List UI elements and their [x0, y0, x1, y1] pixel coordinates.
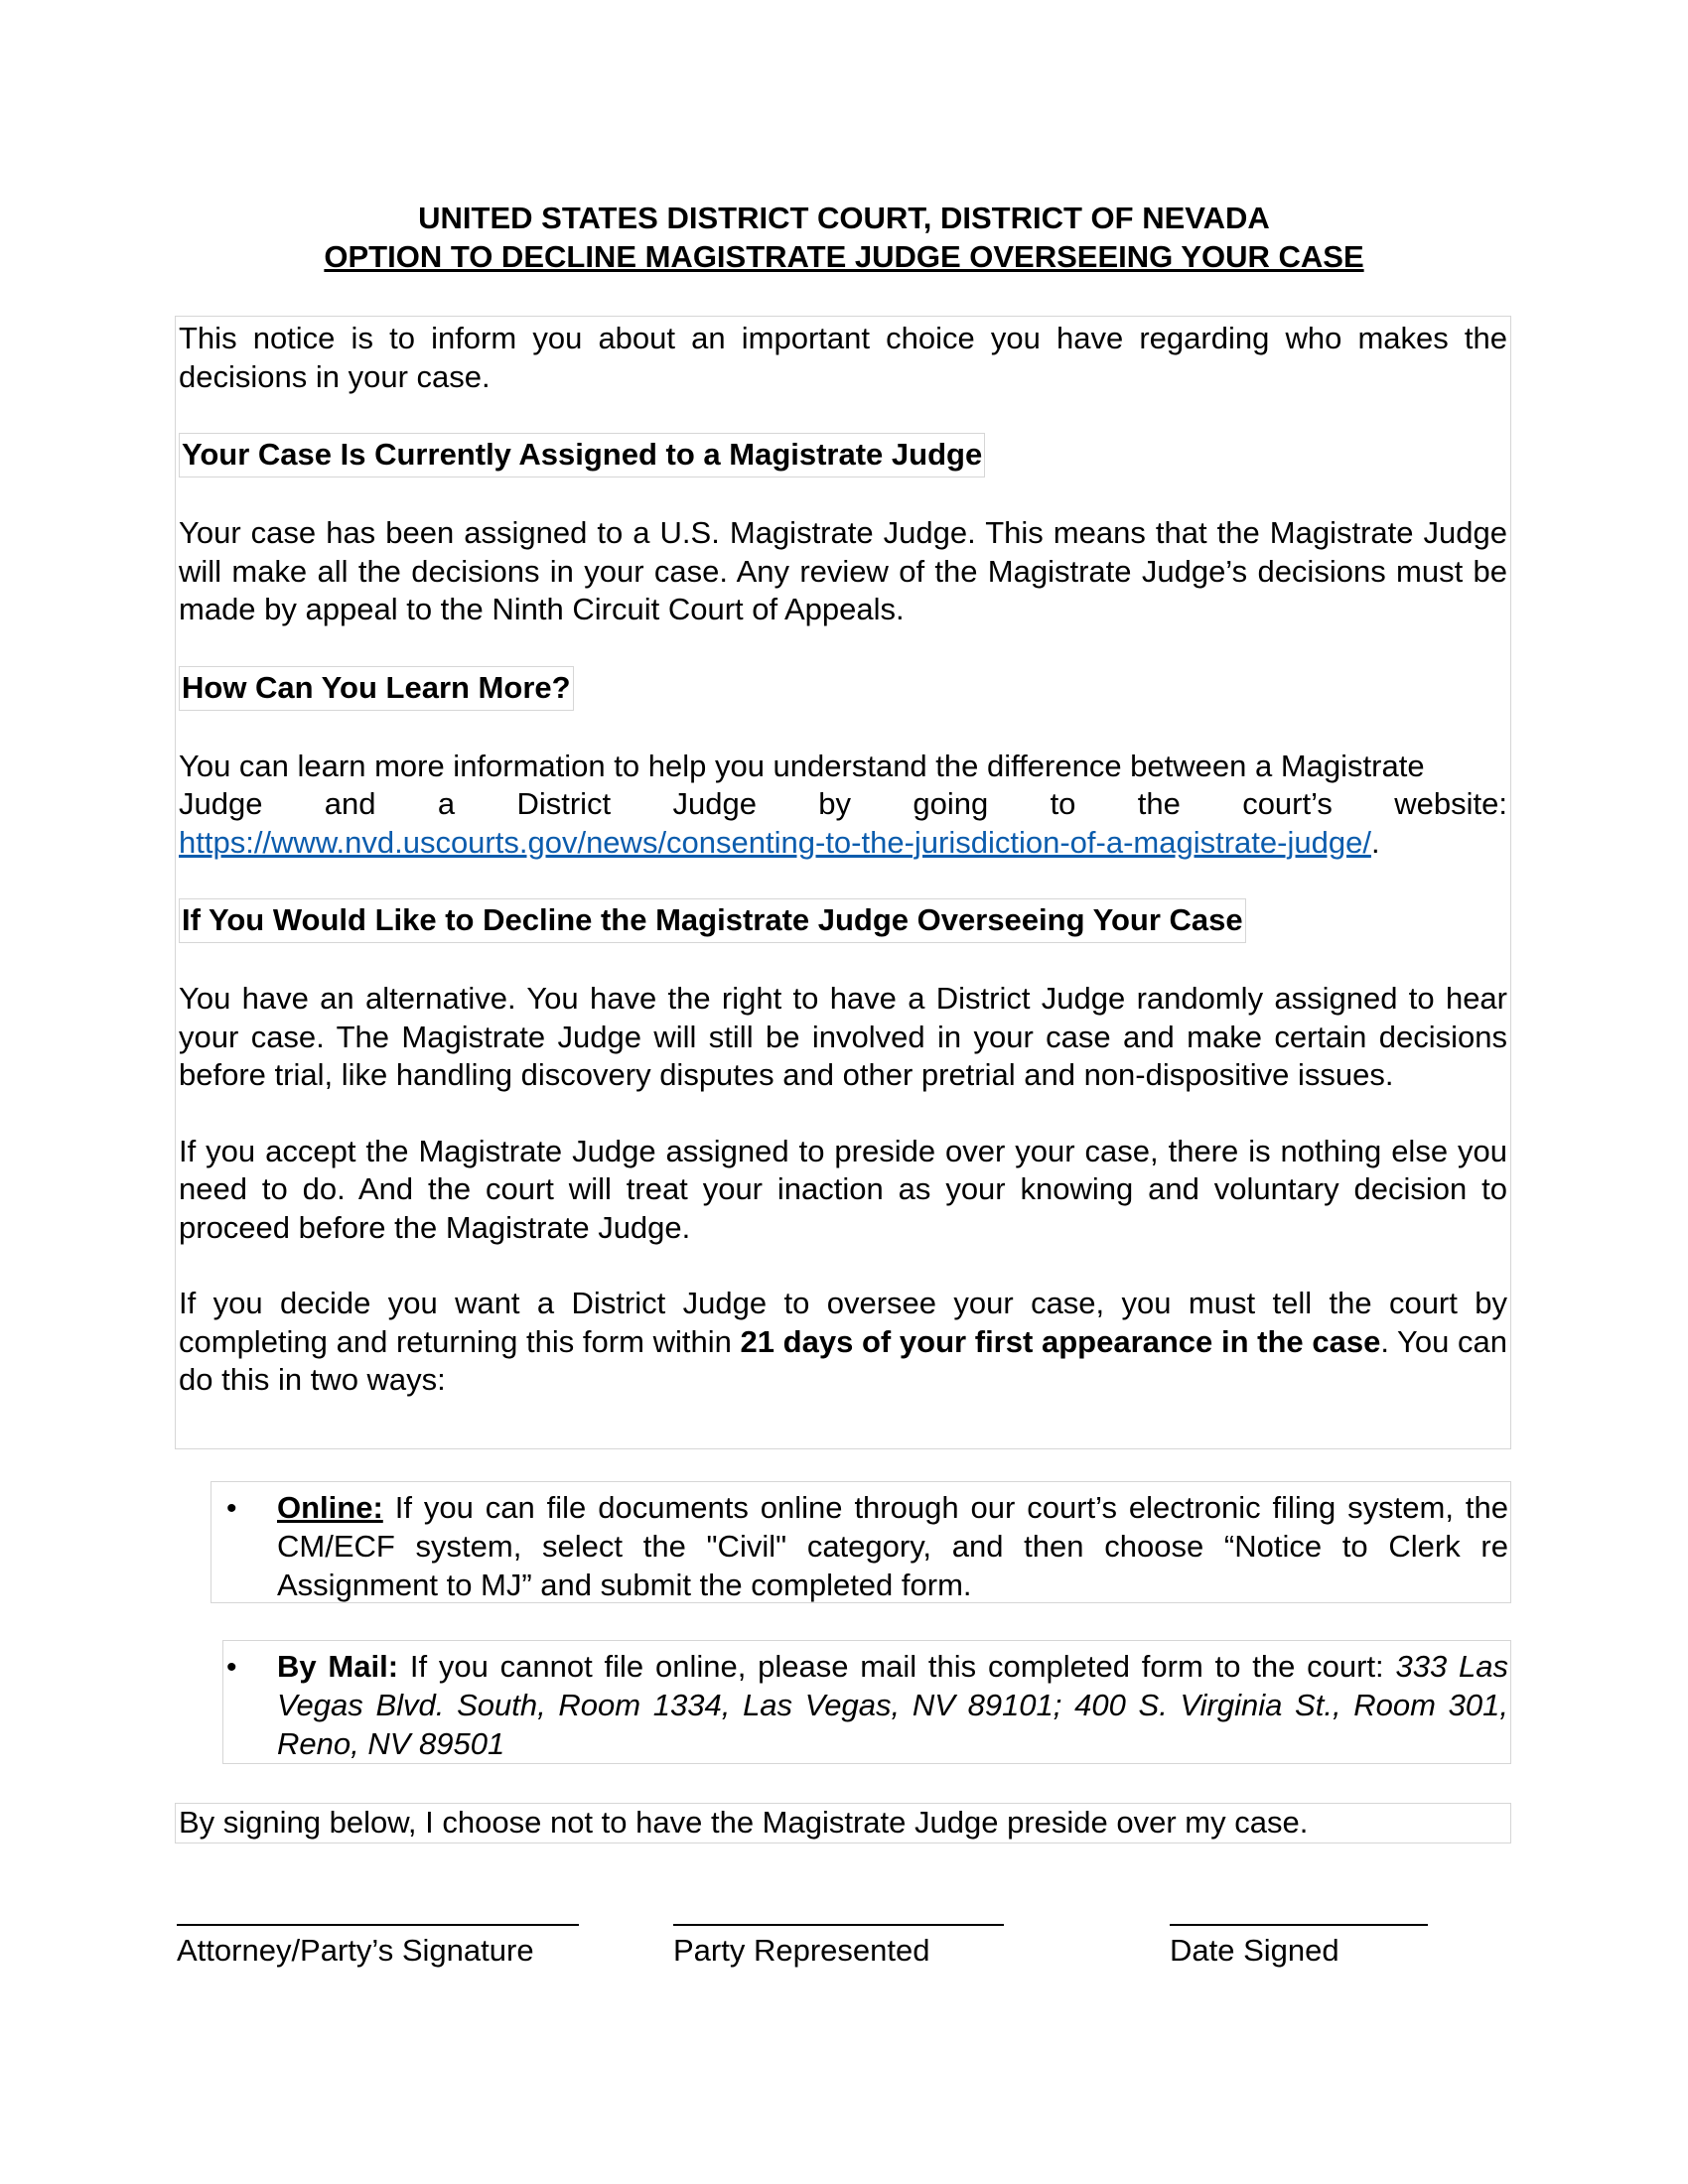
bullet-icon: •	[226, 1492, 237, 1525]
court-title: UNITED STATES DISTRICT COURT, DISTRICT OF NEVADA	[418, 201, 1270, 235]
mail-option-text	[277, 1647, 1508, 1763]
learn-more-line1: You can learn more information to help you understand the difference between a Magistrate	[179, 748, 1425, 783]
date-signed-line[interactable]	[1170, 1924, 1428, 1926]
mail-description: If you cannot file online, please mail this completed form to the court:	[398, 1649, 1396, 1684]
option-mail	[222, 1640, 1511, 1764]
decide-paragraph	[179, 1285, 1507, 1400]
mail-label: By Mail:	[277, 1649, 399, 1684]
section-decline	[179, 898, 1507, 943]
section-heading-decline: If You Would Like to Decline the Magistrate Judge Overseeing Your Case	[179, 898, 1246, 943]
consent-box	[175, 1803, 1511, 1843]
online-label: Online:	[277, 1490, 383, 1525]
online-option-text	[277, 1488, 1508, 1604]
signature-line[interactable]	[177, 1924, 579, 1926]
date-signed-label: Date Signed	[1170, 1933, 1339, 1968]
court-website-link[interactable]: https://www.nvd.uscourts.gov/news/consenting-to-the-jurisdiction-of-a-magistrate-judge/	[179, 824, 1371, 860]
link-suffix: .	[1370, 824, 1380, 860]
party-represented-line[interactable]	[673, 1924, 1004, 1926]
notice-content	[175, 316, 1511, 1449]
alternative-paragraph: You have an alternative. You have the right to have a District Judge randomly assigned to hear your case. The Magistrate Judge will still be involved in your case and make certain decisions before trial, like handling discovery disputes and other pretrial and non-dispositive issues.	[179, 981, 1507, 1092]
document-header	[0, 199, 1688, 276]
learn-more-line3	[179, 824, 1507, 863]
signature-label: Attorney/Party’s Signature	[177, 1933, 534, 1968]
decide-text: If you decide you want a District Judge to oversee your case, you must tell the court by completing and returning this form within	[179, 1286, 1507, 1359]
bullet-icon: •	[226, 1651, 237, 1684]
section-heading-learn-more: How Can You Learn More?	[179, 666, 574, 711]
option-online	[211, 1481, 1511, 1603]
learn-more-line2: Judge and a District Judge by going to the court’s website:	[179, 786, 1507, 821]
learn-more-paragraph	[179, 748, 1507, 863]
section-assigned	[179, 433, 1507, 478]
accept-paragraph: If you accept the Magistrate Judge assigned to preside over your case, there is nothing else you need to do. And the court will treat your inaction as your knowing and voluntary decision to proceed before the Magistrate Judge.	[179, 1133, 1507, 1245]
party-represented-label: Party Represented	[673, 1933, 930, 1968]
section-heading-assigned: Your Case Is Currently Assigned to a Magistrate Judge	[179, 433, 985, 478]
intro-paragraph: This notice is to inform you about an important choice you have regarding who makes the decisions in your case.	[179, 321, 1507, 394]
form-title: OPTION TO DECLINE MAGISTRATE JUDGE OVERSEEING YOUR CASE	[324, 239, 1364, 274]
deadline-text: 21 days of your first appearance in the case	[740, 1323, 1381, 1359]
assigned-paragraph: Your case has been assigned to a U.S. Magistrate Judge. This means that the Magistrate Judge will make all the decisions in your case. Any review of the Magistrate Judge’s decisions must be made by appeal to the Ninth Circuit Court of Appeals.	[179, 515, 1507, 626]
decide-text-end: . You can do this in two ways:	[179, 1323, 1507, 1397]
section-learn-more	[179, 666, 1507, 711]
consent-statement: By signing below, I choose not to have the Magistrate Judge preside over my case.	[179, 1805, 1309, 1840]
court-address: 333 Las Vegas Blvd. South, Room 1334, Las Vegas, NV 89101; 400 S. Virginia St., Room 301, Reno, NV 89501	[277, 1649, 1508, 1761]
online-description: If you can file documents online through our court’s electronic filing system, the CM/ECF system, select the "Civil" category, and then choose “Notice to Clerk re Assignment to MJ” and submit the completed form.	[277, 1490, 1508, 1602]
